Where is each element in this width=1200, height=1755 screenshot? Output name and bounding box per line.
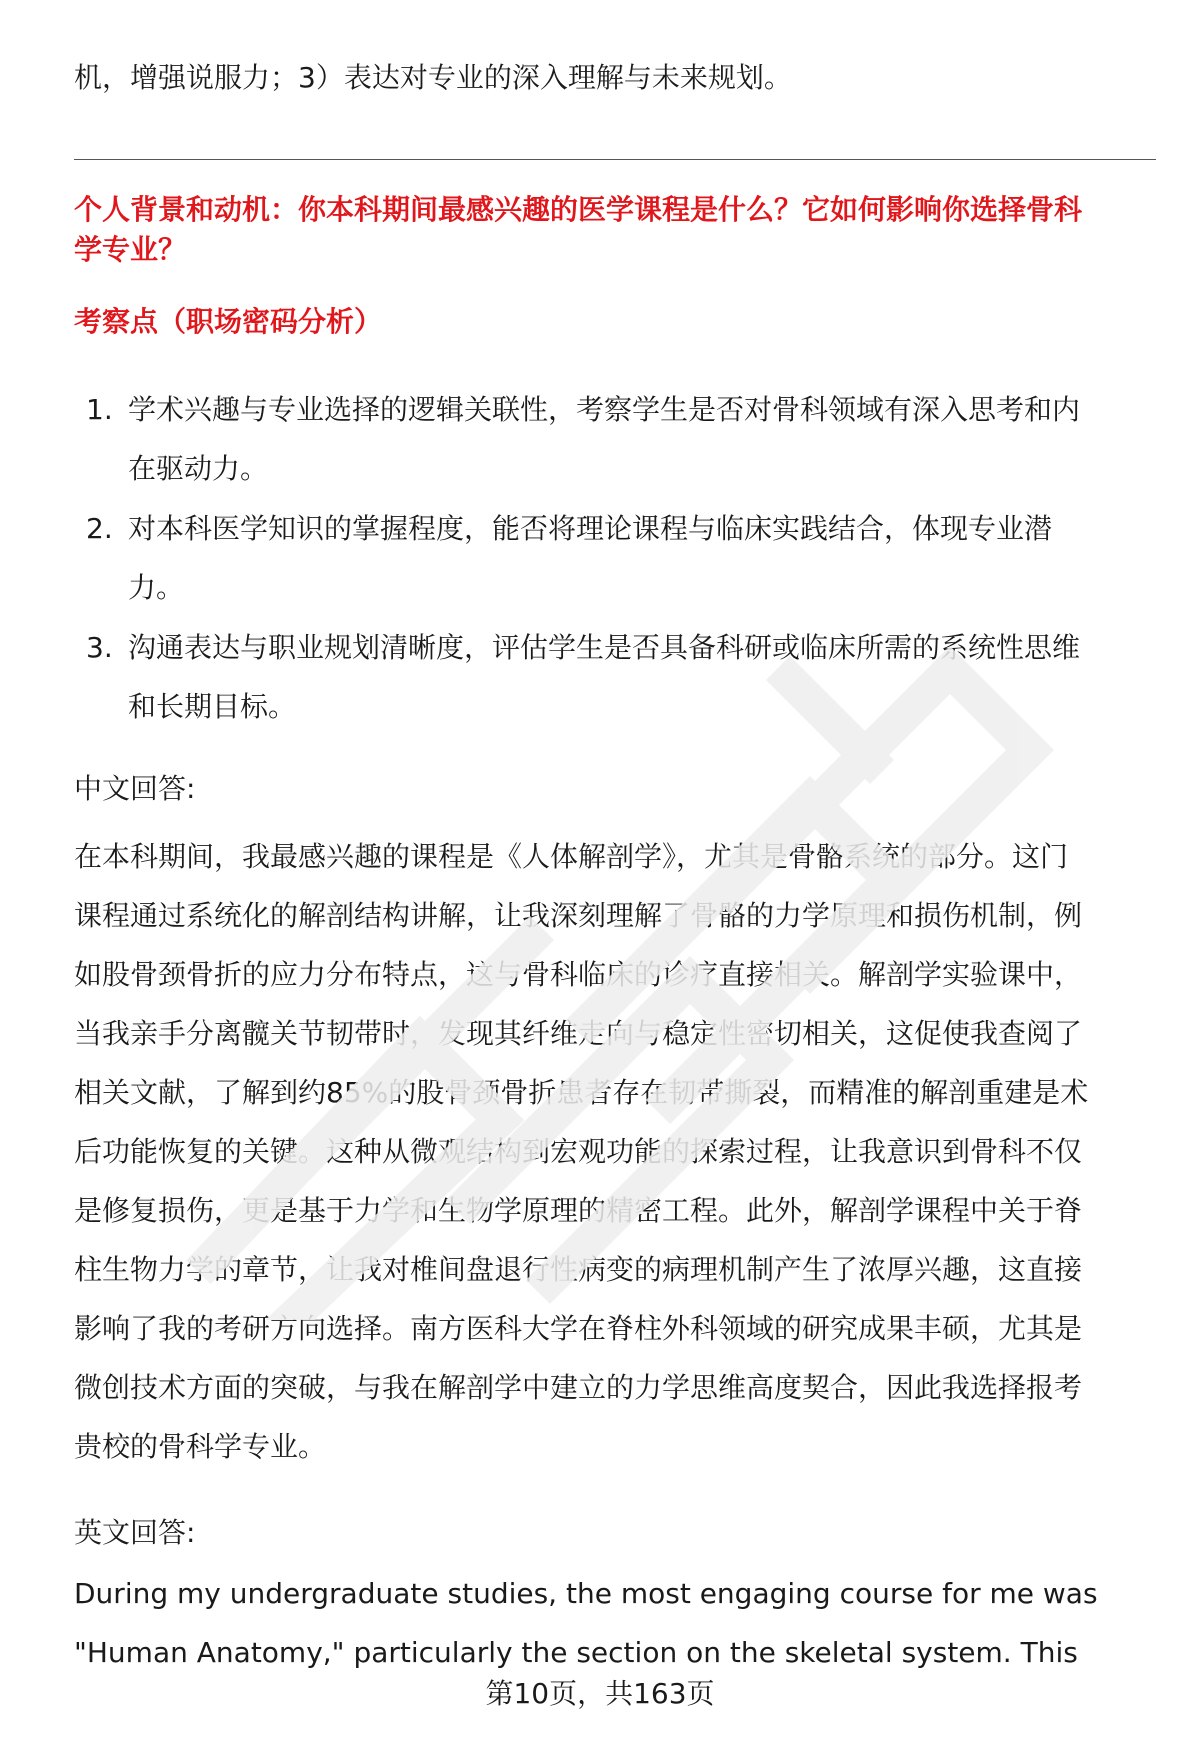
- assessment-point: [74, 618, 1154, 736]
- answer-line: 后功能恢复的关键。这种从微观结构到宏观功能的探索过程，让我意识到骨科不仅: [74, 1135, 1083, 1168]
- answer-line: 如股骨颈骨折的应力分布特点，这与骨科临床的诊疗直接相关。解剖学实验课中，: [74, 958, 1083, 991]
- page-footer: 第10页，共163页: [485, 1677, 715, 1710]
- chinese-answer-label: 中文回答:: [74, 772, 196, 805]
- question-line: 个人背景和动机：你本科期间最感兴趣的医学课程是什么？它如何影响你选择骨科: [74, 193, 1083, 226]
- assessment-point: [74, 380, 1154, 498]
- point-number: 2.: [86, 512, 113, 545]
- point-number: 1.: [86, 393, 113, 426]
- answer-line: 当我亲手分离髋关节韧带时，发现其纤维走向与稳定性密切相关，这促使我查阅了: [74, 1017, 1083, 1050]
- point-line: 学术兴趣与专业选择的逻辑关联性，考察学生是否对骨科领域有深入思考和内: [128, 393, 1081, 426]
- answer-line: 相关文献，了解到约85%的股骨颈骨折患者存在韧带撕裂，而精准的解剖重建是术: [74, 1076, 1089, 1109]
- question-line: 学专业？: [74, 233, 187, 266]
- point-line: 力。: [128, 571, 185, 604]
- answer-line: "Human Anatomy," particularly the section on the skeletal system. This: [74, 1636, 1078, 1669]
- section-divider: [74, 159, 1156, 160]
- point-line: 对本科医学知识的掌握程度，能否将理论课程与临床实践结合，体现专业潜: [128, 512, 1053, 545]
- point-number: 3.: [86, 631, 113, 664]
- assessment-points-list: [74, 380, 1154, 737]
- answer-line: 贵校的骨科学专业。: [74, 1430, 327, 1463]
- answer-line: During my undergraduate studies, the most engaging course for me was: [74, 1577, 1098, 1610]
- assessment-heading: 考察点（职场密码分析）: [74, 305, 383, 338]
- point-line: 沟通表达与职业规划清晰度，评估学生是否具备科研或临床所需的系统性思维: [128, 631, 1081, 664]
- chinese-answer-paragraph: [74, 827, 1154, 1476]
- answer-line: 是修复损伤，更是基于力学和生物学原理的精密工程。此外，解剖学课程中关于脊: [74, 1194, 1083, 1227]
- answer-line: 柱生物力学的章节，让我对椎间盘退行性病变的病理机制产生了浓厚兴趣，这直接: [74, 1253, 1083, 1286]
- question-heading: [74, 190, 1154, 270]
- english-answer-paragraph: [74, 1564, 1154, 1682]
- answer-line: 在本科期间，我最感兴趣的课程是《人体解剖学》，尤其是骨骼系统的部分。这门: [74, 840, 1069, 873]
- answer-line: 课程通过系统化的解剖结构讲解，让我深刻理解了骨骼的力学原理和损伤机制，例: [74, 899, 1083, 932]
- assessment-point: [74, 499, 1154, 617]
- answer-line: 微创技术方面的突破，与我在解剖学中建立的力学思维高度契合，因此我选择报考: [74, 1371, 1083, 1404]
- intro-text: 机，增强说服力；3）表达对专业的深入理解与未来规划。: [74, 61, 792, 94]
- point-line: 在驱动力。: [128, 452, 269, 485]
- point-line: 和长期目标。: [128, 690, 297, 723]
- english-answer-label: 英文回答:: [74, 1516, 196, 1549]
- answer-line: 影响了我的考研方向选择。南方医科大学在脊柱外科领域的研究成果丰硕，尤其是: [74, 1312, 1083, 1345]
